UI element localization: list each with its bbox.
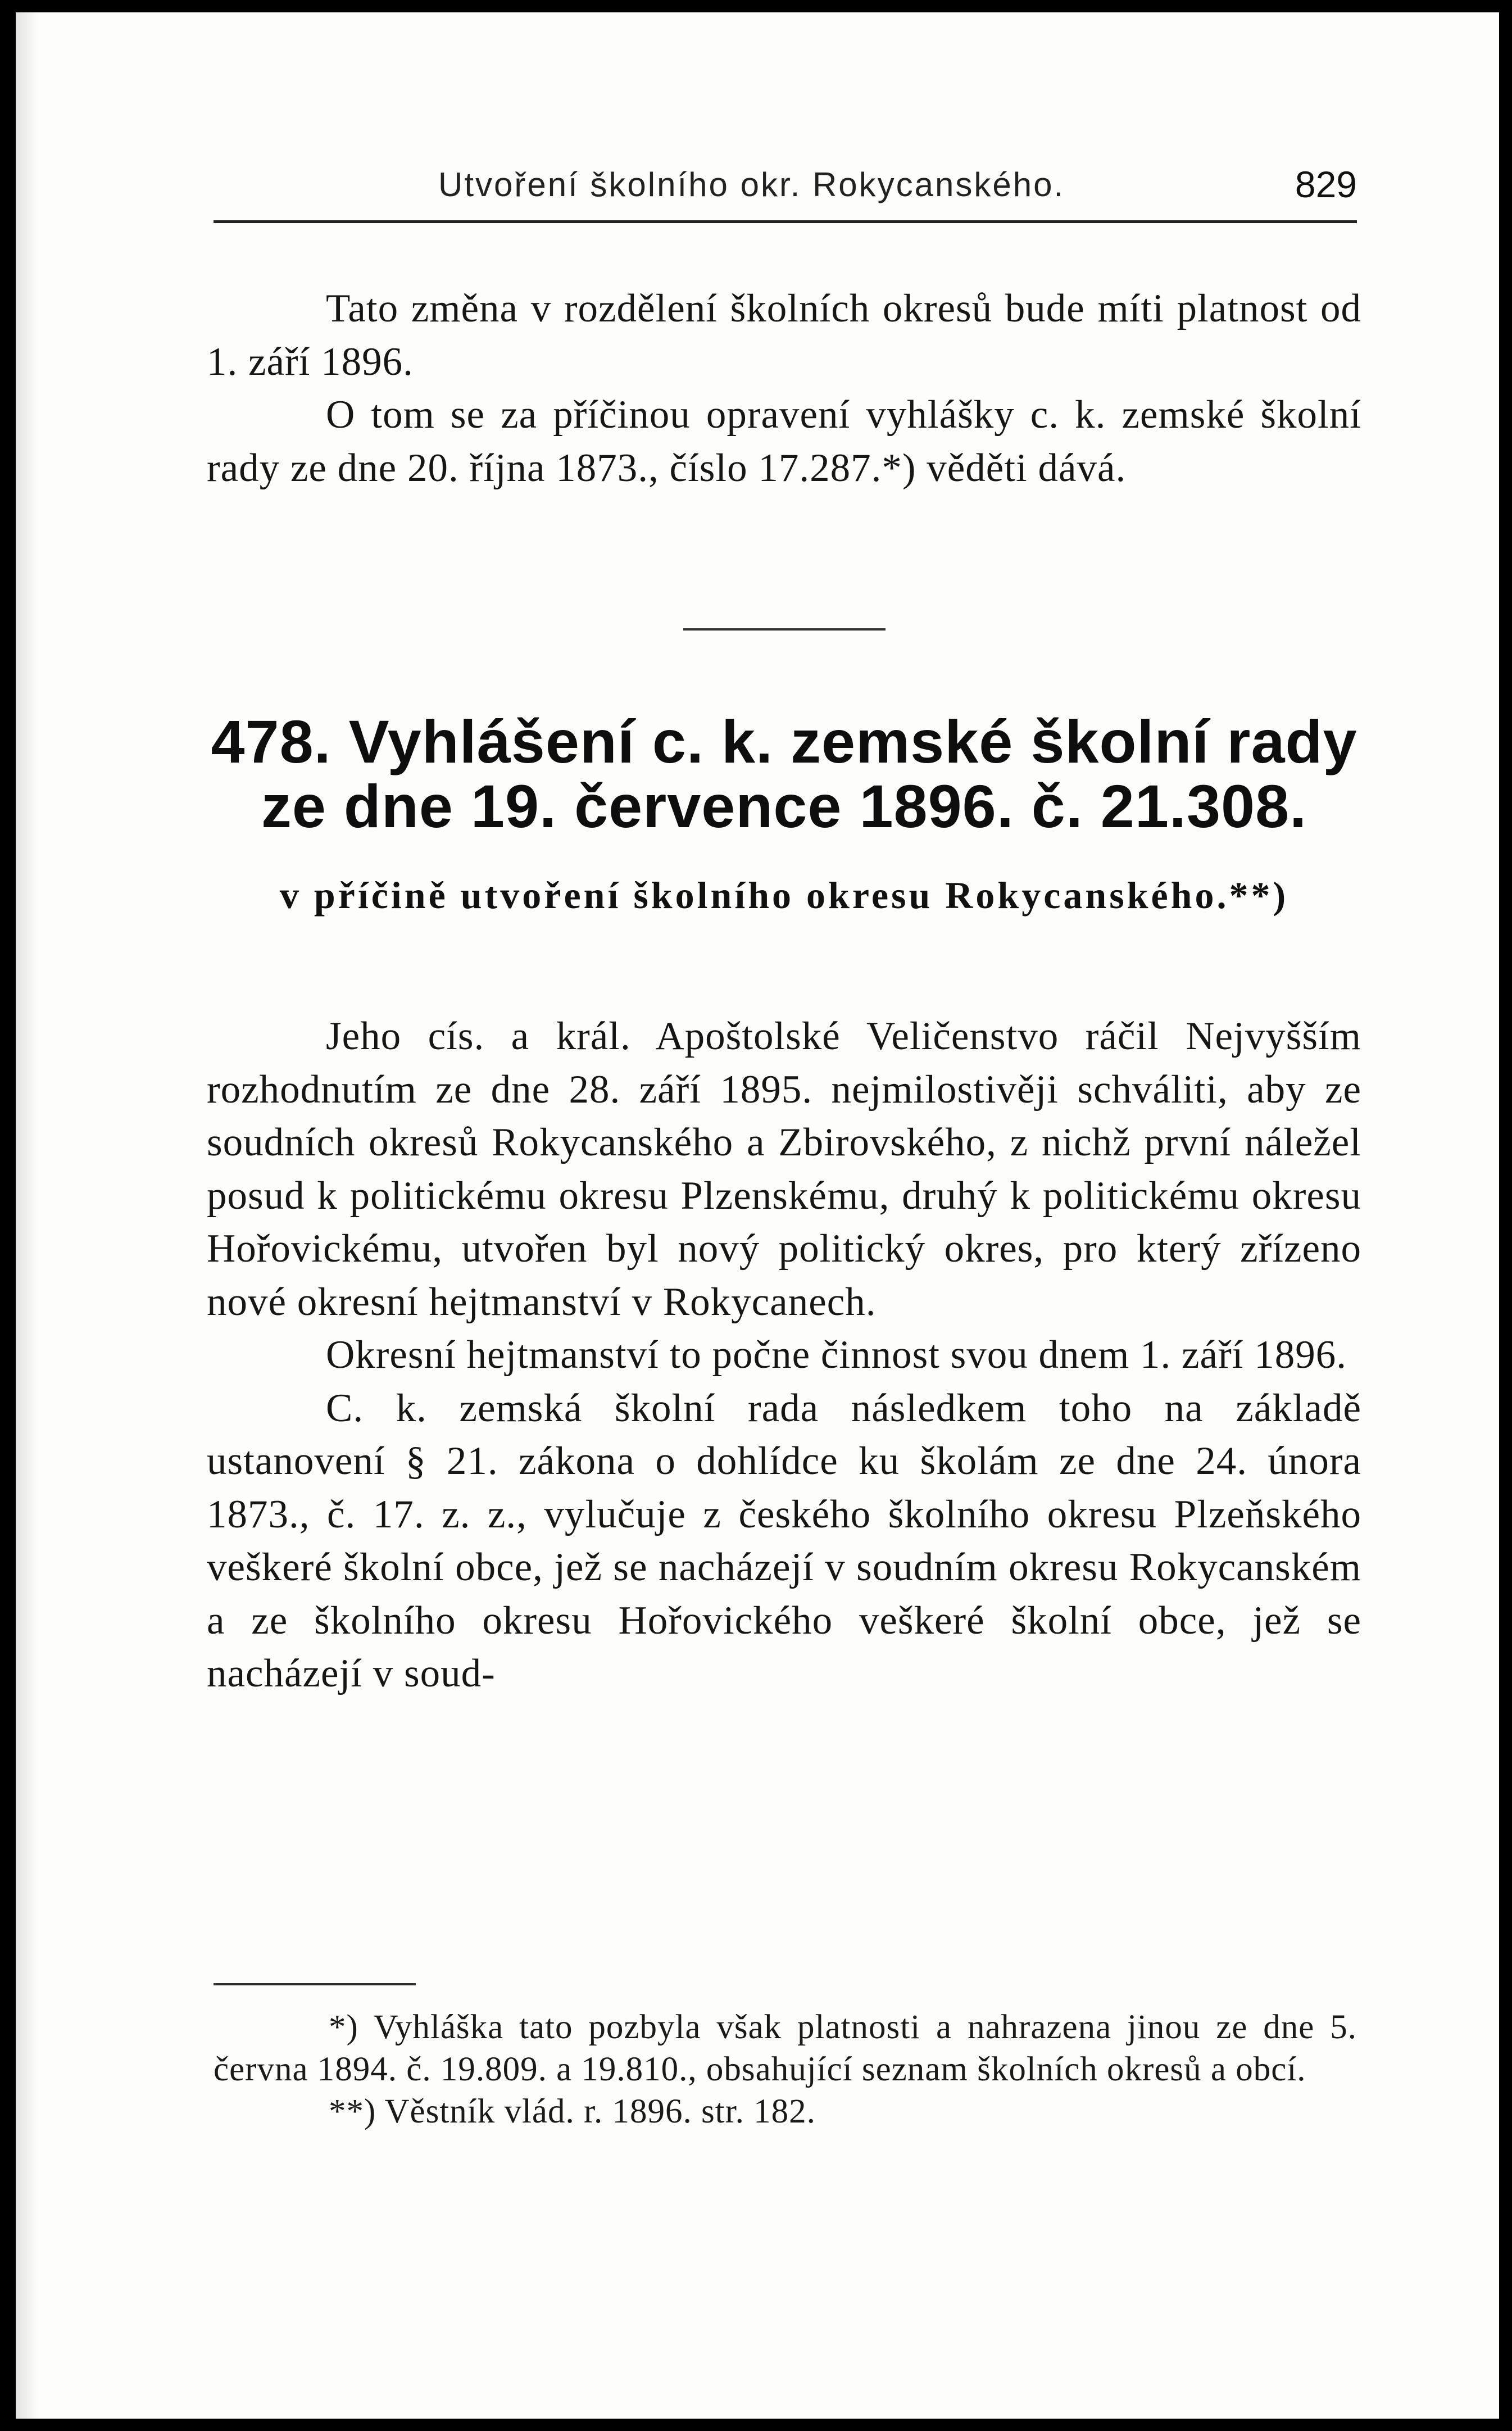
section-heading-line: 478. Vyhlášení c. k. zemské školní rady <box>211 707 1357 775</box>
header-rule <box>214 220 1357 223</box>
main-paragraph: Okresní hejtmanství to počne činnost svou dnem 1. září 1896. <box>326 1333 1347 1377</box>
footnotes <box>214 2006 1357 2133</box>
book-page <box>16 12 1499 2419</box>
footnote: **) Věstník vlád. r. 1896. str. 182. <box>329 2093 816 2130</box>
section-subheading: v příčině utvoření školního okresu Rokycanského.**) <box>279 874 1289 917</box>
page-edge-shadow <box>16 12 38 2419</box>
footnote-rule <box>214 1983 416 1985</box>
main-text <box>207 1010 1361 1700</box>
running-header <box>214 160 1357 210</box>
section-heading <box>207 709 1361 838</box>
main-paragraph: C. k. zemská školní rada následkem toho na základě ustanovení § 21. zákona o dohlídce ku školám ze dne 24. února 1873., č. 17. z. z., vylučuje z českého školního okresu Plzeňského veškeré školní obce, jež se nacházejí v soudním okresu Rokycanském a ze školního okresu Hořovického veškeré školní obce, jež se nacházejí v soud- <box>207 1386 1361 1695</box>
main-paragraph: Jeho cís. a král. Apoštolské Veličenstvo ráčil Nejvyšším rozhodnutím ze dne 28. září 1895. nejmilostivěji schváliti, aby ze soudních okresů Rokycanského a Zbirovského, z nichž první náležel posud k politickému okresu Plzenskému, druhý k politickému okresu Hořovickému, utvořen byl nový politický okres, pro který zřízeno nové okresní hejtmanství v Rokycanech. <box>207 1014 1361 1324</box>
running-title: Utvoření školního okr. Rokycanského. <box>438 166 1065 203</box>
intro-paragraph: Tato změna v rozdělení školních okresů bude míti platnost od 1. září 1896. <box>207 287 1361 384</box>
footnote: *) Vyhláška tato pozbyla však platnosti a nahrazena jinou ze dne 5. června 1894. č. 19.809. a 19.810., obsahující seznam školních okresů a obcí. <box>214 2008 1357 2088</box>
page-number: 829 <box>1295 164 1357 205</box>
intro-paragraph: O tom se za příčinou opravení vyhlášky c. k. zemské školní rady ze dne 20. října 1873., číslo 17.287.*) věděti dává. <box>207 393 1361 490</box>
section-heading-line: ze dne 19. července 1896. č. 21.308. <box>261 772 1307 840</box>
intro-text <box>207 282 1361 495</box>
section-separator <box>683 628 886 631</box>
